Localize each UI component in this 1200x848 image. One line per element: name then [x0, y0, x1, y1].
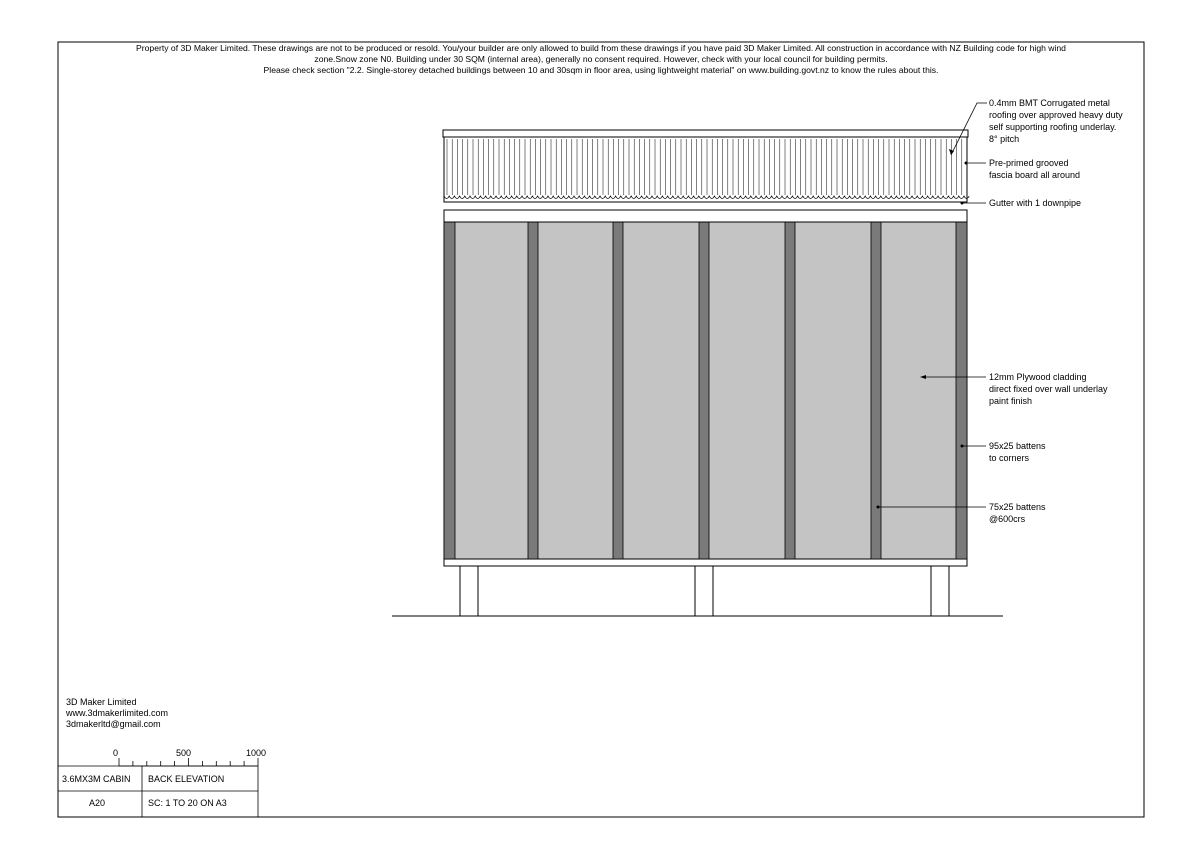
label-roofing-2: roofing over approved heavy duty [989, 110, 1123, 120]
company-name: 3D Maker Limited [66, 697, 137, 707]
gutter [444, 210, 967, 222]
label-fascia-2: fascia board all around [989, 170, 1081, 180]
ownership-notice [58, 43, 1144, 76]
label-cladding-3: paint finish [989, 396, 1033, 406]
label-cladding-1: 12mm Plywood cladding [989, 372, 1087, 382]
scale-label-0: 0 [113, 748, 119, 758]
title-block-project: 3.6MX3M CABIN [62, 774, 131, 784]
arrow-fascia [965, 162, 968, 165]
arrow-corner-battens [961, 445, 964, 448]
scale-label-500: 500 [176, 748, 192, 758]
label-battens-1: 75x25 battens [989, 502, 1046, 512]
label-roofing [989, 98, 1125, 144]
label-battens-2: @600crs [989, 514, 1026, 524]
notice-line-1: Property of 3D Maker Limited. These drawings are not to be produced or resold. You/your builder are only allowed to build from these drawings if you have paid 3D Maker Limited. All construction in accordance with NZ Building code for high wind [136, 43, 1066, 53]
label-gutter [989, 198, 1081, 208]
arrow-battens [877, 506, 880, 509]
company-email[interactable]: 3dmakerltd@gmail.com [66, 719, 161, 729]
scale-label-1000: 1000 [246, 748, 267, 758]
company-info [66, 697, 168, 730]
label-fascia-1: Pre-primed grooved [989, 158, 1069, 168]
label-corner-battens-1: 95x25 battens [989, 441, 1046, 451]
scale-bar [119, 758, 258, 766]
label-corner-battens [989, 441, 1048, 463]
pile-right [931, 566, 949, 616]
title-block-scale: SC: 1 TO 20 ON A3 [148, 798, 227, 808]
notice-line-2: zone.Snow zone N0. Building under 30 SQM (internal area), generally no consent required. However, check with your local council for building permits. [314, 54, 888, 64]
label-roofing-3: self supporting roofing underlay. [989, 122, 1117, 132]
title-block-sheet: A20 [89, 798, 106, 808]
batten [528, 222, 538, 559]
label-fascia [989, 158, 1080, 180]
fascia-board [444, 137, 967, 202]
label-cladding [989, 372, 1110, 406]
batten [613, 222, 623, 559]
notice-line-3: Please check section "2.2. Single-storey detached buildings between 10 and 30sqm in floor area, using lightweight material" on www.building.govt.nz to know the rules about this. [263, 65, 939, 75]
label-battens [989, 502, 1048, 524]
label-roofing-1: 0.4mm BMT Corrugated metal [989, 98, 1110, 108]
label-gutter-1: Gutter with 1 downpipe [989, 198, 1082, 208]
title-block-view: BACK ELEVATION [148, 774, 225, 784]
batten [871, 222, 881, 559]
corner-batten [444, 222, 455, 559]
roof-cap [443, 130, 968, 137]
batten [785, 222, 795, 559]
scale-bar-ticks [119, 758, 258, 766]
batten [699, 222, 709, 559]
bottom-plate [444, 559, 967, 566]
pile-middle [695, 566, 713, 616]
label-cladding-2: direct fixed over wall underlay [989, 384, 1108, 394]
pile-left [460, 566, 478, 616]
label-corner-battens-2: to corners [989, 453, 1030, 463]
arrow-gutter [961, 202, 964, 205]
company-website[interactable]: www.3dmakerlimited.com [66, 708, 169, 718]
label-roofing-4: 8° pitch [989, 134, 1020, 144]
corner-batten [956, 222, 967, 559]
